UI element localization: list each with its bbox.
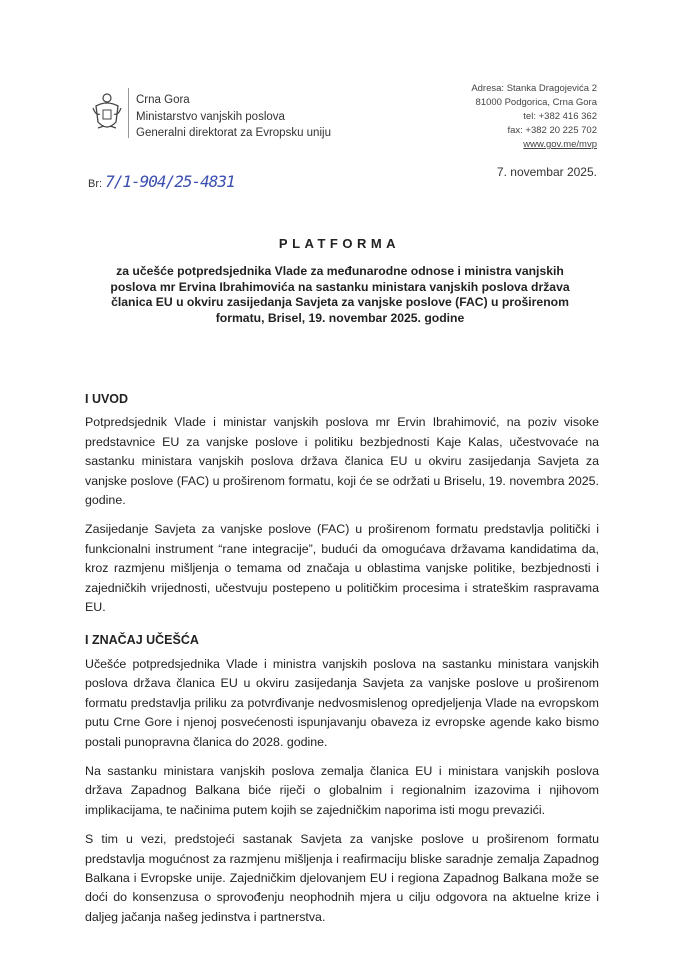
website-link[interactable]: www.gov.me/mvp: [523, 139, 597, 150]
coat-of-arms-icon: [92, 92, 122, 134]
org-directorate: Generalni direktorat za Evropsku uniju: [136, 127, 331, 139]
organization-block: [136, 92, 331, 142]
document-date: 7. novembar 2025.: [496, 165, 597, 179]
section-heading: I ZNAČAJ UČEŠĆA: [85, 633, 199, 648]
address-fax: fax: +382 20 225 702: [507, 125, 597, 136]
document-body: [85, 390, 599, 937]
address-tel: tel: +382 416 362: [523, 111, 597, 122]
section-heading: I UVOD: [85, 392, 129, 406]
ref-label: Br:: [88, 178, 103, 190]
document-title: PLATFORMA: [278, 236, 401, 251]
paragraph: Na sastanku ministara vanjskih poslova zemalja članica EU i ministara vanjskih poslova država Zapadnog Balkana biće riječi o globalnim i regionalnim izazovima i njihovom implikacijama, te načinima putem kojih se zajedničkim naporima isti mogu prevazići.: [85, 763, 599, 817]
paragraph: Učešće potpredsjednika Vlade i ministra vanjskih poslova na sastanku ministara vanjskih poslova država članica EU u okviru zasijedanja Savjeta za vanjske poslove u proširenom formatu predstavlja priliku za potvrđivanje nedvosmislenog opredjeljenja Vlade na evropskom putu Crne Gore i njenoj posvećenosti ispunjavanju obaveza iz evropske agende kako bismo postali punopravna članica do 2028. godine.: [85, 656, 599, 749]
paragraph: Potpredsjednik Vlade i ministar vanjskih poslova mr Ervin Ibrahimović, na poziv visoke predstavnice EU za vanjske poslove i politiku bezbjednosti Kaje Kalas, učestvovaće na sastanku ministara vanjskih poslova država članica EU u okviru zasijedanja Savjeta za vanjske poslove (FAC) u proširenom formatu, koji će se održati u Briselu, 19. novembra 2025. godine.: [85, 415, 599, 508]
org-ministry: Ministarstvo vanjskih poslova: [136, 110, 285, 123]
ref-handwritten-number: 7/1-904/25-4831: [105, 172, 235, 191]
section-znacaj-ucesca: [85, 631, 599, 927]
address-block: [471, 82, 597, 152]
paragraph: Zasijedanje Savjeta za vanjske poslove (FAC) u proširenom formatu predstavlja politički i funkcionalni instrument “rane integracije”, budući da omogućava državama kandidatima da, kroz razmjenu mišljenja o temama od značaja u oblastima vanjske politike, bezbjednosti i zajedničkih vrijednosti, učestvuju postepeno u političkim procesima i strateškim raspravama EU.: [85, 522, 599, 615]
section-uvod: [85, 390, 599, 617]
document-subtitle: za učešće potpredsjednika Vlade za međunarodne odnose i ministra vanjskih poslova mr Ervina Ibrahimovića na sastanku ministara vanjskih poslova država članica EU u okviru zasijedanja Savjeta za vanjske poslove (FAC) u proširenom formatu, Brisel, 19. novembar 2025. godine: [110, 264, 570, 325]
org-country: Crna Gora: [136, 94, 190, 106]
address-city: 81000 Podgorica, Crna Gora: [475, 97, 597, 108]
address-street: Adresa: Stanka Dragojevića 2: [471, 83, 597, 94]
reference-number: [88, 172, 235, 191]
header-divider: [128, 88, 129, 138]
paragraph: S tim u vezi, predstojeći sastanak Savjeta za vanjske poslove u proširenom formatu predstavlja mogućnost za razmjenu mišljenja i reafirmaciju bliske saradnje zemalja Zapadnog Balkana i Evropske unije. Zajedničkim djelovanjem EU i regiona Zapadnog Balkana može se doći do konsenzusa o sprovođenju neophodnih mjera u cilju odgovora na aktuelne krize i daljeg jačanja našeg jedinstva i partnerstva.: [85, 832, 599, 924]
